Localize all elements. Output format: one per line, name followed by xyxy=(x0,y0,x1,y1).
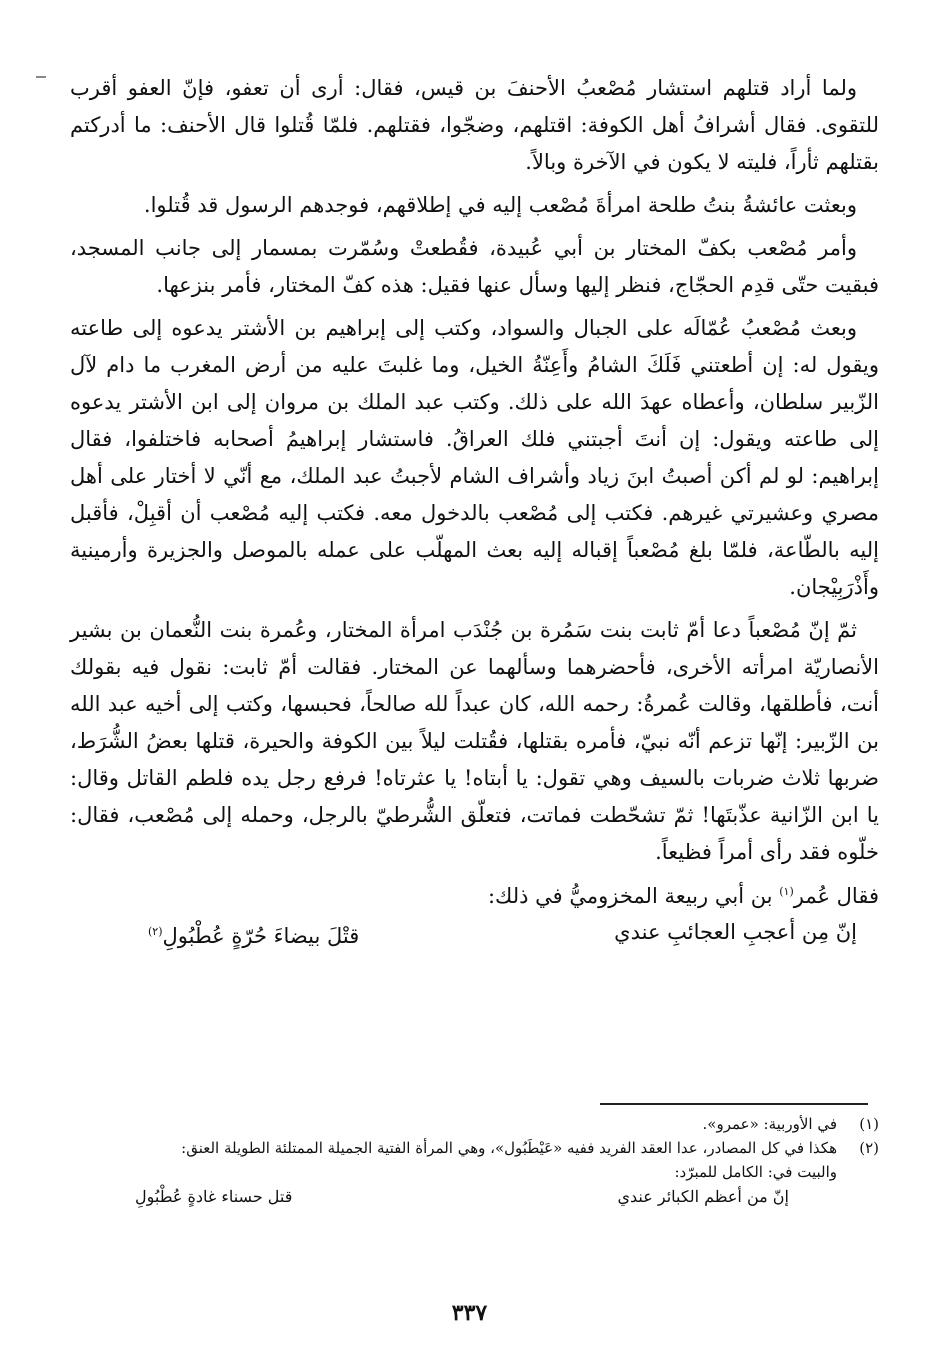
footnote-2-number: (٢) xyxy=(859,1139,879,1157)
footnote-verse xyxy=(65,1184,879,1210)
paragraph-1: ولما أراد قتلهم استشار مُصْعبُ الأحنفَ بن قيس، فقال: أرى أن تعفو، فإنّ العفو أقرب للتقوى. فقال أشرافُ أهل الكوفة: اقتلهم، وضجّوا، فقتلهم. فلمّا قُتلوا قال الأحنف: ما أدركتم بقتلهم ثأراً، فليته لا يكون في الآخرة وبالاً. xyxy=(70,76,879,174)
footnote-verse-second-half: قتل حسناء غادةٍ عُطْبُولِ xyxy=(135,1187,293,1206)
footnote-2-text: هكذا في كل المصادر، عدا العقد الفريد ففيه «عَيْطَبُول»، وهي المرأة الفتية الجميلة الممتلئة الطويلة العنق: xyxy=(181,1139,837,1157)
paragraph-5: ثمّ إنّ مُصْعباً دعا أمّ ثابت بنت سَمُرة بن جُنْدَب امرأة المختار، وعُمرة بنت النُّعمان بن بشير الأنصاريّة امرأته الأخرى، فأحضرهما وسألهما عن المختار. فقالت أمّ ثابت: نقول فيه بقولك أنت، فأطلقها، وقالت عُمرةُ: رحمه الله، كان عبداً لله صالحاً، فحبسها، وكتب إلى أخيه عبد الله بن الزّبير: إنّها تزعم أنّه نبيّ، فأمره بقتلها، فقُتلت ليلاً بين الكوفة والحيرة، قتلها بعضُ الشُّرَط، ضربها ثلاث ضربات بالسيف وهي تقول: يا أبتاه! يا عثرتاه! فرفع رجل يده فلطم القاتل وقال: يا ابن الزّانية عذّبتَها! ثمّ تشحّطت فماتت، فتعلّق الشُّرطيّ بالرجل، وحمله إلى مُصْعب، فقال: خلّوه فقد رأى أمراً فظيعاً. xyxy=(70,618,879,864)
footnote-1 xyxy=(65,1112,879,1136)
paragraph-3: وأمر مُصْعب بكفّ المختار بن أبي عُبيدة، فقُطعتْ وسُمّرت بمسمار إلى جانب المسجد، فبقيت حتّى قدِم الحجّاج، فنظر إليها وسأل عنها فقيل: هذه كفّ المختار، فأمر بنزعها. xyxy=(70,236,879,297)
poem-intro-after: بن أبي ربيعة المخزوميُّ في ذلك: xyxy=(487,884,780,908)
poem-note: (٢) xyxy=(148,925,163,938)
poem-second-half: قتْلَ بيضاءَ حُرّةٍ عُطْبُولِ xyxy=(162,924,360,948)
page-number: ٣٣٧ xyxy=(451,1300,488,1326)
poem-intro-note: (١) xyxy=(779,885,794,898)
paragraph-2: وبعثت عائشةُ بنتُ طلحة امرأةَ مُصْعب إليه في إطلاقهم، فوجدهم الرسول قد قُتلوا. xyxy=(143,193,857,217)
footnotes xyxy=(65,1112,879,1210)
poem-second-half-wrap xyxy=(148,915,359,953)
footnote-2 xyxy=(65,1136,879,1160)
footnote-1-number: (١) xyxy=(859,1115,879,1133)
poem-intro xyxy=(70,873,879,915)
footnote-source: والبيت في: الكامل للمبرّد: xyxy=(674,1163,837,1181)
footnote-1-text: في الأوربية: «عمرو». xyxy=(702,1115,837,1133)
paragraph-4: وبعث مُصْعبُ عُمّالَه على الجبال والسواد، وكتب إلى إبراهيم بن الأشتر يدعوه إلى طاعته ويقول له: إن أطعتني فَلَكَ الشامُ وأَعِنّةُ الخيل، وما غلبتَ عليه من أرض المغرب ما دام لآل الزّبير سلطان، وأعطاه عهدَ الله على ذلك. وكتب عبد الملك بن مروان إلى ابن الأشتر يدعوه إلى طاعته ويقول: إن أنتَ أجبتني فلك العراقُ. فاستشار إبراهيمُ أصحابه فاختلفوا، فقال إبراهيم: لو لم أكن أصبتُ ابنَ زياد وأشراف الشام لأجبتُ عبد الملك، مع أنّي لا أختار على أهل مصري وعشيرتي غيرهم. فكتب إلى مُصْعب بالدخول معه. فكتب إليه مُصْعب أن أقبِلْ، فأقبل إليه بالطّاعة، فلمّا بلغ مُصْعباً إقباله إليه بعث المهلّب على عمله بالموصل والجزيرة وأرمينية وأَذْرَبِيْجان. xyxy=(70,316,879,599)
margin-mark xyxy=(36,76,46,78)
poem-verse xyxy=(70,915,879,953)
poem-intro-before: فقال عُمر xyxy=(793,884,879,908)
footnote-divider xyxy=(600,1103,868,1105)
poem-first-half: إنّ مِن أعجبِ العجائبِ عندي xyxy=(614,920,857,944)
footnote-verse-first-half: إنّ من أعظم الكبائر عندي xyxy=(617,1187,789,1206)
